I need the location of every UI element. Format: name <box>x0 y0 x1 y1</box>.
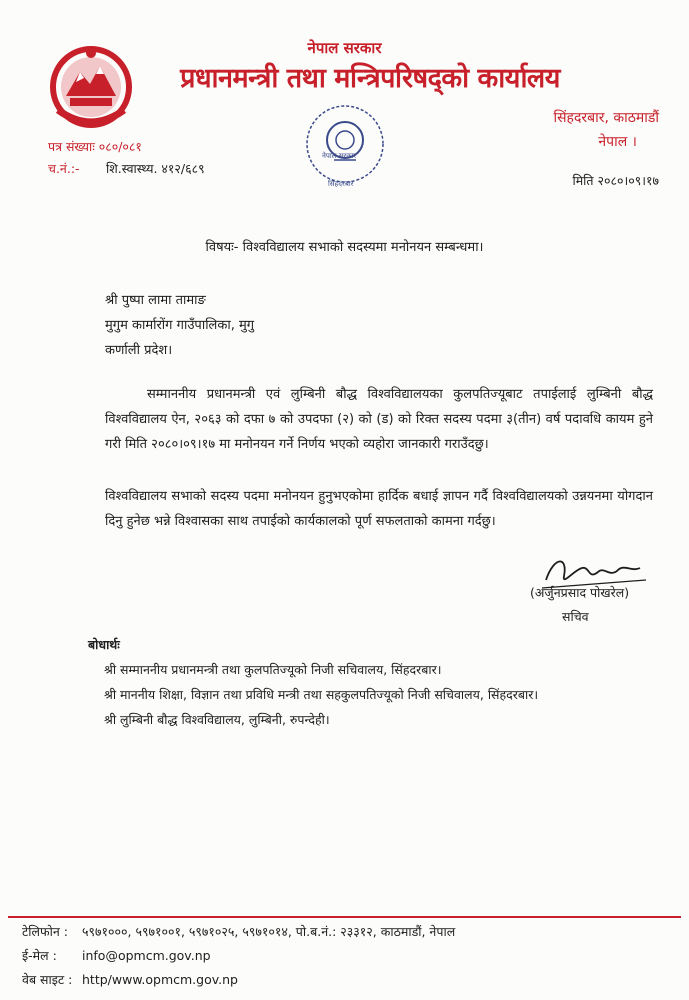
website-label: वेब साइट : <box>22 972 73 987</box>
government-seal-stamp-icon <box>300 100 390 192</box>
telephone-label: टेलिफोन : <box>22 924 69 939</box>
cc-title: बोधार्थः <box>88 637 120 652</box>
footer-telephone <box>22 920 455 944</box>
office-title: प्रधानमन्त्री तथा मन्त्रिपरिषद्को कार्यालय <box>180 63 560 94</box>
cc-block <box>88 632 538 732</box>
footer-website <box>22 968 455 992</box>
cc-item: श्री लुम्बिनी बौद्ध विश्वविद्यालय, लुम्बिनी, रुपन्देही। <box>104 712 330 727</box>
addressee-line-2: मुगुम कार्मारोंग गाउँपालिका, मुगु <box>105 318 255 333</box>
telephone-value: ५९७१०००, ५९७१००१, ५९७१०२५, ५९७१०१४, पो.ब.नं.: २३३१२, काठमाडौं, नेपाल <box>82 924 456 939</box>
address-line-1: सिंहदरबार, काठमाडौं <box>553 110 659 126</box>
signatory-name: (अर्जुनप्रसाद पोखरेल) <box>530 585 630 600</box>
addressee-block <box>105 288 254 363</box>
address-line-2: नेपाल । <box>598 134 637 150</box>
website-link[interactable]: http/www.opmcm.gov.np <box>82 972 238 987</box>
footer-block <box>22 920 455 992</box>
addressee-line-3: कर्णाली प्रदेश। <box>105 343 173 358</box>
cc-item: श्री सम्माननीय प्रधानमन्त्री तथा कुलपतिज्यूको निजी सचिवालय, सिंहदरबार। <box>104 662 442 677</box>
email-link[interactable]: info@opmcm.gov.np <box>82 948 211 963</box>
chalani-value: शि.स्वास्थ्य. ४१२/६८९ <box>106 161 205 176</box>
chalani-number <box>48 160 205 177</box>
email-label: ई-मेल : <box>22 948 57 963</box>
stamp-text-top: नेपाल सरकार <box>322 152 357 160</box>
body-paragraph-1: सम्माननीय प्रधानमन्त्री एवं लुम्बिनी बौद्ध विश्वविद्यालयका कुलपतिज्यूबाट तपाईलाई लुम्बिनी बौद्ध विश्वविद्यालय ऐन, २०६३ को दफा ७ को उपदफा (२) को (ड) को रिक्त सदस्य पदमा ३(तीन) वर्ष पदावधि कायम हुने गरी मिति २०८०।०९।१७ मा मनोनयन गर्ने निर्णय भएको व्यहोरा जानकारी गराउँदछु। <box>105 387 653 452</box>
stamp-text-bottom: सिंहदरबार <box>328 180 354 188</box>
government-title: नेपाल सरकार <box>307 39 382 57</box>
patra-sankhya: पत्र संख्याः ०८०/०८१ <box>48 139 142 154</box>
letter-date: मिति २०८०।०९।१७ <box>572 173 659 188</box>
body-paragraph-2: विश्वविद्यालय सभाको सदस्य पदमा मनोनयन हुनुभएकोमा हार्दिक बधाई ज्ञापन गर्दै विश्वविद्यालयको उन्नयनमा योगदान दिनु हुनेछ भन्ने विश्वासका साथ तपाईको कार्यकालको पूर्ण सफलताको कामना गर्दछु। <box>105 489 653 529</box>
footer-divider <box>8 916 681 918</box>
signatory-designation: सचिव <box>562 609 589 624</box>
chalani-label: च.नं.:- <box>48 161 80 176</box>
footer-email <box>22 944 455 968</box>
cc-item: श्री माननीय शिक्षा, विज्ञान तथा प्रविधि मन्त्री तथा सहकुलपतिज्यूको निजी सचिवालय, सिंहदरबार। <box>104 687 539 702</box>
subject-line: विषयः- विश्वविद्यालय सभाको सदस्यमा मनोनयन सम्बन्धमा। <box>205 240 484 255</box>
addressee-name: श्री पुष्पा लामा तामाङ <box>105 293 206 308</box>
